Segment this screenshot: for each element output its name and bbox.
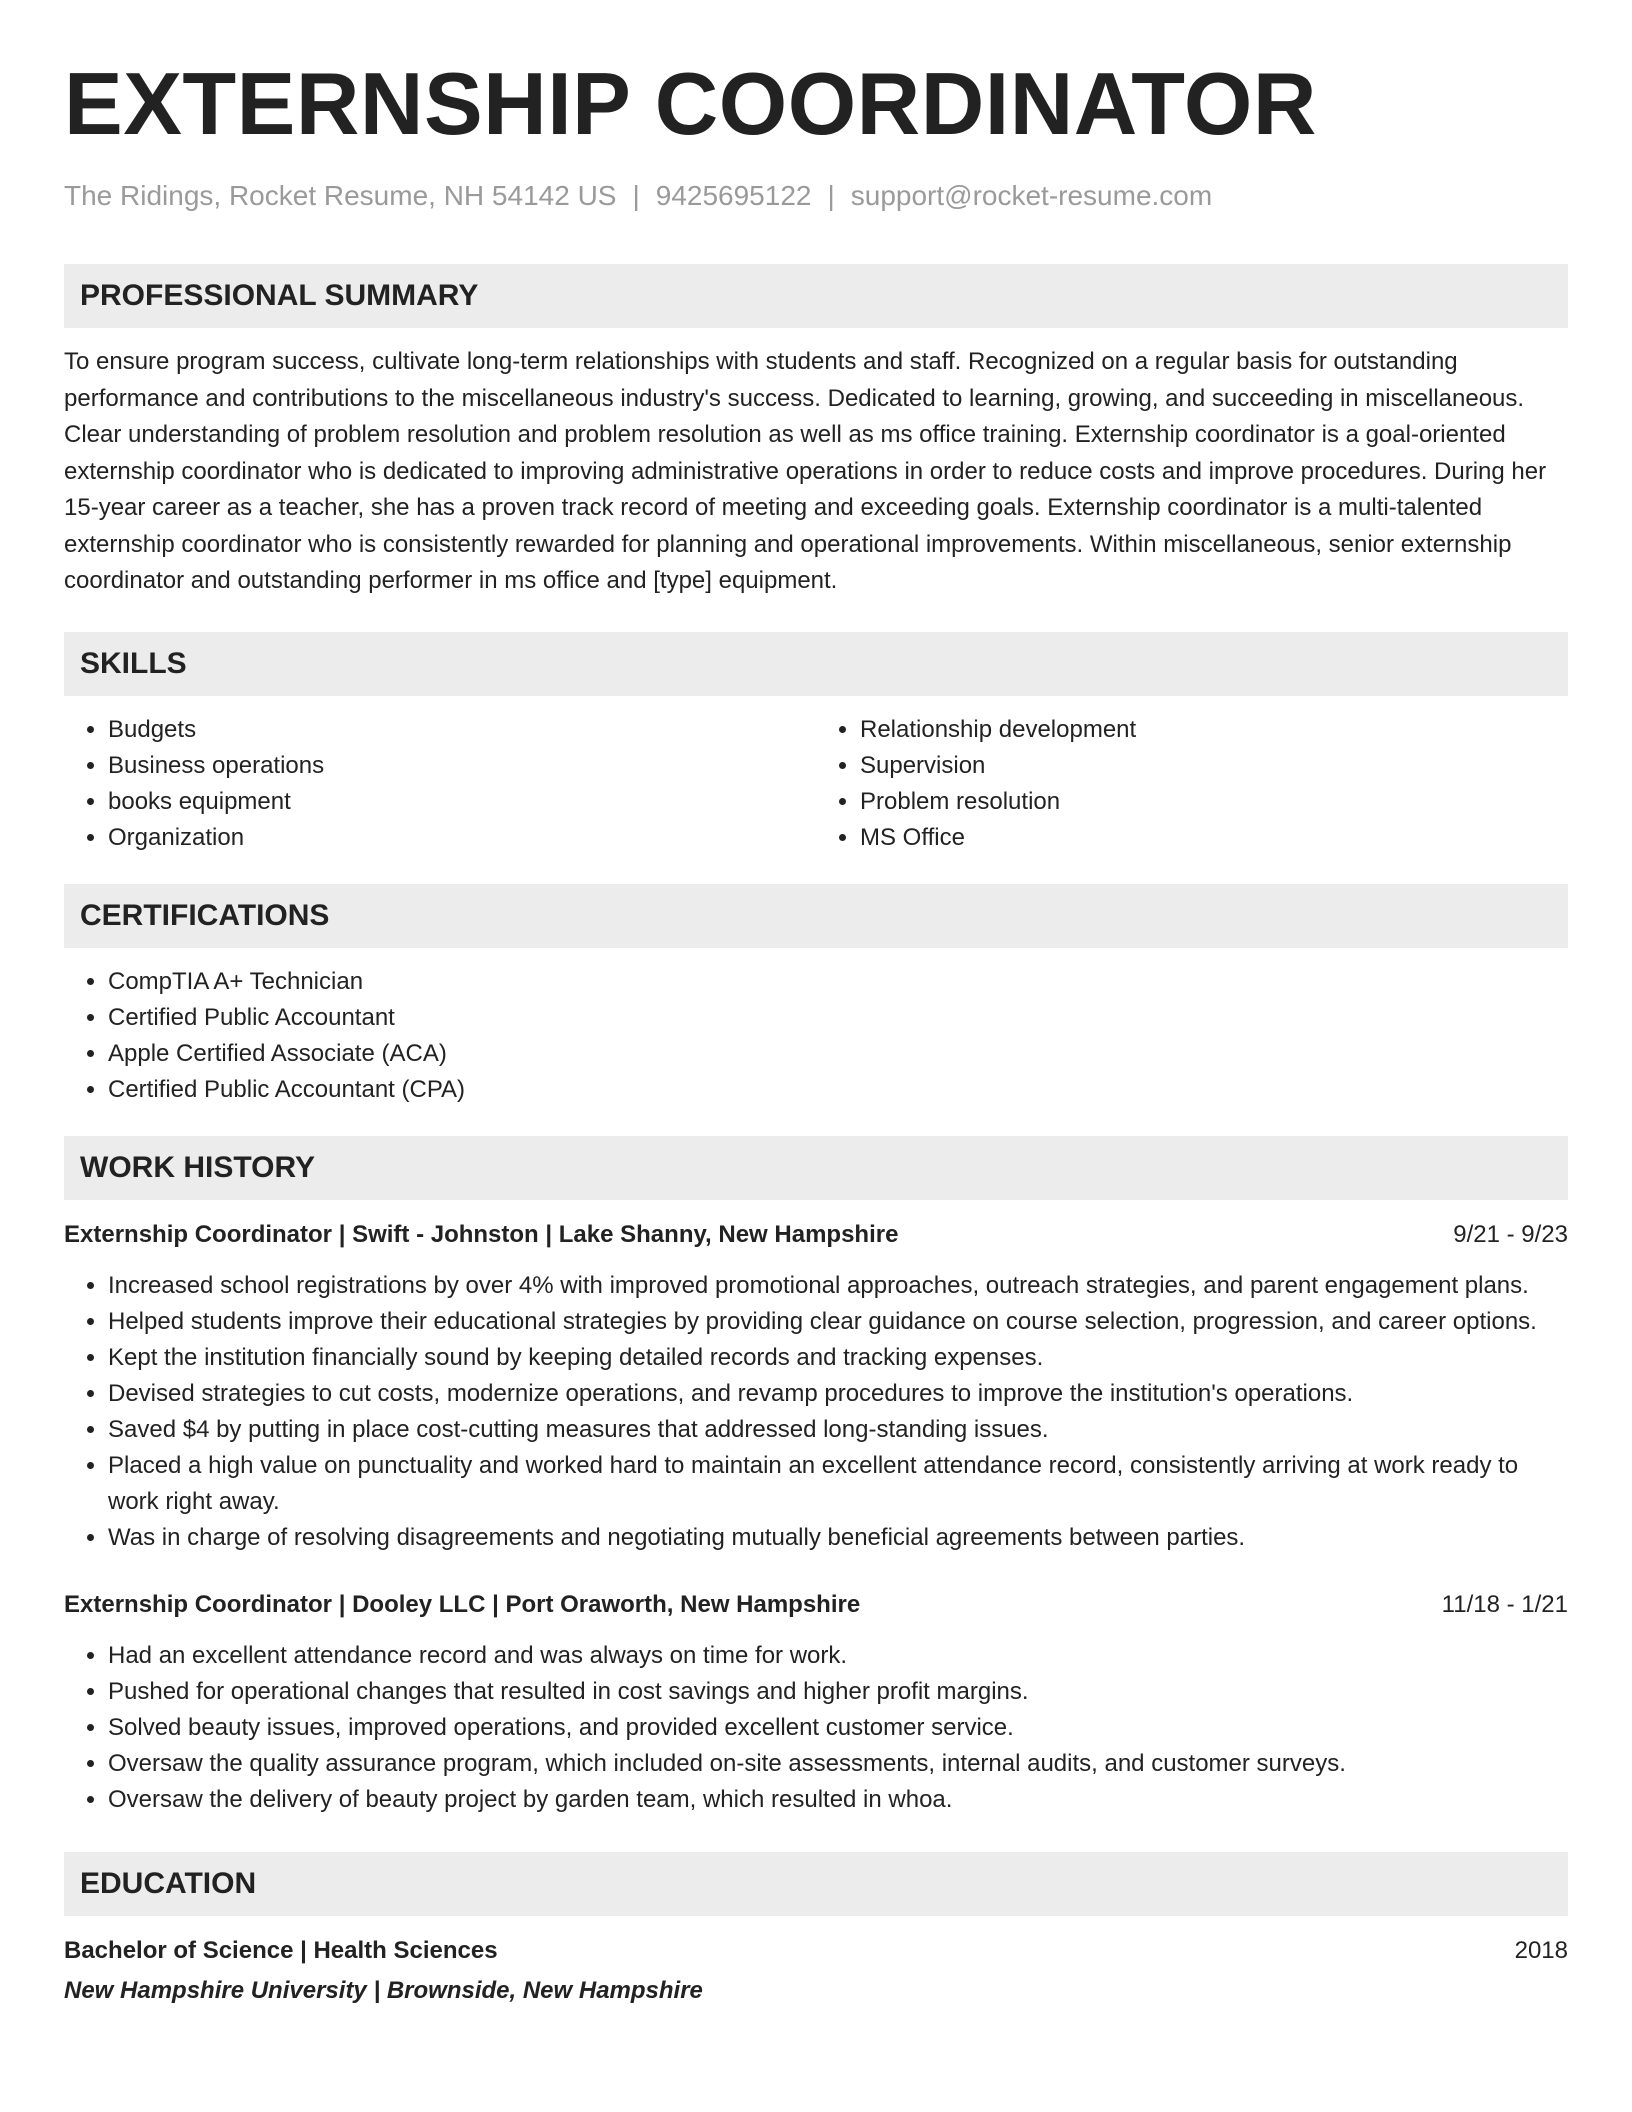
section-header-work-history: WORK HISTORY [64,1136,1568,1200]
job-bullet: • Oversaw the quality assurance program, which included on-site assessments, internal audits, and customer surveys. [108,1746,1568,1782]
job-header [64,1588,1568,1622]
skills-column-left [64,712,816,856]
job-bullet: • Pushed for operational changes that resulted in cost savings and higher profit margins. [108,1674,1568,1710]
section-header-summary: PROFESSIONAL SUMMARY [64,264,1568,328]
job-bullet: • Increased school registrations by over 4% with improved promotional approaches, outreach strategies, and parent engagement plans. [108,1268,1568,1304]
job-bullet: • Saved $4 by putting in place cost-cutting measures that addressed long-standing issues. [108,1412,1568,1448]
certification-item: • Certified Public Accountant [108,1000,1568,1036]
contact-address: The Ridings, Rocket Resume, NH 54142 US [64,180,617,211]
contact-line [64,178,1568,214]
contact-separator: | [827,180,835,211]
certifications-list [64,964,1568,1108]
skill-item: • Supervision [860,748,1568,784]
skill-item: • books equipment [108,784,816,820]
contact-separator: | [632,180,640,211]
skills-column-right [816,712,1568,856]
skill-item: • Problem resolution [860,784,1568,820]
job-bullet: • Devised strategies to cut costs, modernize operations, and revamp procedures to improve the institution's operations. [108,1376,1568,1412]
job-dates: 11/18 - 1/21 [1441,1590,1568,1618]
job-title: Externship Coordinator | Swift - Johnston | Lake Shanny, New Hampshire [64,1220,899,1248]
resume-name: EXTERNSHIP COORDINATOR [64,54,1317,153]
section-header-education: EDUCATION [64,1852,1568,1916]
job-title: Externship Coordinator | Dooley LLC | Port Oraworth, New Hampshire [64,1590,861,1618]
job-bullet: • Kept the institution financially sound by keeping detailed records and tracking expenses. [108,1340,1568,1376]
section-header-skills: SKILLS [64,632,1568,696]
job-bullets [64,1638,1568,1818]
job-bullet: • Had an excellent attendance record and was always on time for work. [108,1638,1568,1674]
contact-email: support@rocket-resume.com [850,180,1213,211]
job-bullet: • Oversaw the delivery of beauty project by garden team, which resulted in whoa. [108,1782,1568,1818]
skills-list [64,712,1568,856]
skill-item: • Budgets [108,712,816,748]
education-year: 2018 [1514,1936,1568,1964]
job-bullet: • Was in charge of resolving disagreements and negotiating mutually beneficial agreements between parties. [108,1520,1568,1556]
education-header [64,1934,1568,1968]
skill-item: • Relationship development [860,712,1568,748]
job-bullets [64,1268,1568,1556]
job-bullet: • Helped students improve their educational strategies by providing clear guidance on course selection, progression, and career options. [108,1304,1568,1340]
skill-item: • Business operations [108,748,816,784]
skill-item: • Organization [108,820,816,856]
education-school: New Hampshire University | Brownside, New Hampshire [64,1976,703,2004]
job-dates: 9/21 - 9/23 [1453,1220,1568,1248]
certification-item: • CompTIA A+ Technician [108,964,1568,1000]
job-header [64,1218,1568,1252]
skill-item: • MS Office [860,820,1568,856]
education-degree: Bachelor of Science | Health Sciences [64,1936,498,1964]
section-header-certifications: CERTIFICATIONS [64,884,1568,948]
contact-phone: 9425695122 [655,180,812,211]
job-bullet: • Solved beauty issues, improved operations, and provided excellent customer service. [108,1710,1568,1746]
job-entry [64,1588,1568,1818]
certification-item: • Apple Certified Associate (ACA) [108,1036,1568,1072]
summary-text: To ensure program success, cultivate long-term relationships with students and staff. Recognized on a regular basis for outstanding performance and contributions to the miscellaneous industry's success. Dedicated to learning, growing, and succeeding in miscellaneous. Clear understanding of problem resolution and problem resolution as well as ms office training. Externship coordinator is a goal-oriented externship coordinator who is dedicated to improving administrative operations in order to reduce costs and improve procedures. During her 15-year career as a teacher, she has a proven track record of meeting and exceeding goals. Externship coordinator is a multi-talented externship coordinator who is consistently rewarded for planning and operational improvements. Within miscellaneous, senior externship coordinator and outstanding performer in ms office and [type] equipment. [64,348,1547,594]
job-entry [64,1218,1568,1556]
certification-item: • Certified Public Accountant (CPA) [108,1072,1568,1108]
job-bullet: • Placed a high value on punctuality and worked hard to maintain an excellent attendance record, consistently arriving at work ready to work right away. [108,1448,1568,1520]
